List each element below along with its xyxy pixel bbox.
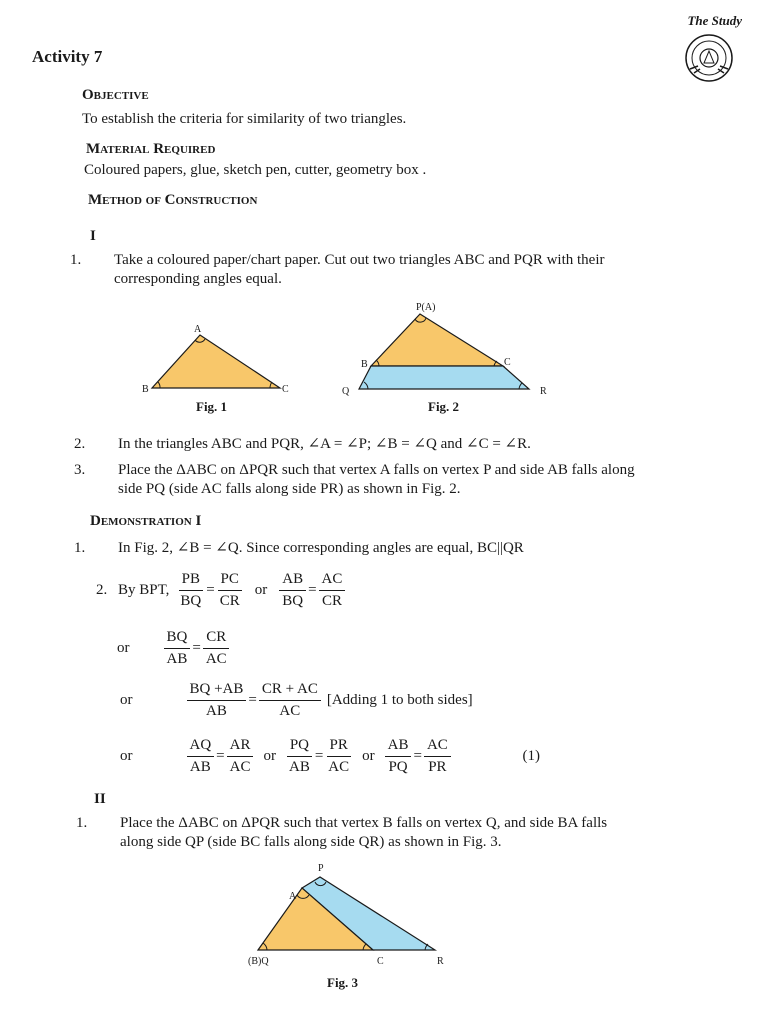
or-word: or	[254, 582, 268, 598]
or-word: or	[120, 748, 133, 764]
step-number: 1.	[74, 540, 86, 556]
figure-2-triangles	[336, 298, 566, 400]
method-step-3	[74, 461, 638, 499]
equals-sign: =	[413, 748, 422, 764]
step-text: Place the ΔABC on ΔPQR such that vertex A falls on vertex P and side AB falls along side PQ (side AC falls along side PR) as shown in Fig. 2.	[118, 462, 635, 497]
fig2-label-c: C	[504, 357, 511, 368]
fig3-label-bq: (B)Q	[248, 956, 269, 967]
part1-label: I	[90, 228, 96, 244]
step-number: 1.	[76, 815, 88, 831]
fig2-label-b: B	[361, 359, 368, 370]
step-text: In Fig. 2, ∠B = ∠Q. Since corresponding angles are equal, BC||QR	[118, 540, 524, 556]
step-number: 2.	[74, 436, 86, 452]
equals-sign: =	[314, 748, 324, 764]
objective-heading: Objective	[82, 87, 149, 103]
fraction: $\frac{CR}{AC}$	[203, 628, 230, 669]
method-step-2	[74, 435, 638, 454]
fig2-caption: Fig. 2	[428, 399, 460, 414]
objective-text: To establish the criteria for similarity of two triangles.	[82, 111, 407, 127]
equals-sign: =	[216, 748, 225, 764]
fraction: $\frac{AC}{PR}$	[424, 736, 451, 777]
or-word: or	[362, 748, 375, 764]
equation-bpt	[96, 570, 347, 611]
fig1-label-c: C	[282, 384, 289, 395]
fig2-label-pa: P(A)	[416, 302, 436, 313]
step-number: 1.	[70, 252, 82, 268]
equation-final	[120, 736, 540, 777]
fraction: $\frac{AB}{BQ}$	[279, 570, 306, 611]
brand-name: The Study	[687, 13, 742, 28]
or-word: or	[263, 748, 276, 764]
fig3-label-r: R	[437, 956, 444, 967]
fig2-label-r: R	[540, 386, 547, 397]
fig3-label-a: A	[289, 891, 297, 902]
method-heading: Method of Construction	[88, 192, 258, 208]
fig1-label-b: B	[142, 384, 149, 395]
material-heading: Material Required	[86, 141, 216, 157]
fraction: $\frac{AR}{AC}$	[227, 736, 254, 777]
material-text: Coloured papers, glue, sketch pen, cutter, geometry box .	[84, 162, 427, 178]
fraction: $\frac{CR + AC}{AC}$	[259, 680, 321, 721]
fraction: $\frac{AB}{PQ}$	[385, 736, 412, 777]
or-word: or	[120, 692, 133, 708]
equals-sign: =	[192, 640, 201, 656]
figure-1-triangle	[140, 318, 300, 398]
activity-title: Activity 7	[32, 47, 103, 66]
fraction: $\frac{BQ}{AB}$	[164, 628, 191, 669]
fig3-label-p: P	[318, 863, 324, 874]
adding-note: [Adding 1 to both sides]	[326, 692, 473, 708]
fig3-label-c: C	[377, 956, 384, 967]
equation-number: (1)	[522, 748, 540, 764]
equation-adding-one	[120, 680, 473, 721]
step-number: 3.	[74, 462, 86, 478]
step-text: In the triangles ABC and PQR, ∠A = ∠P; ∠B = ∠Q and ∠C = ∠R.	[118, 436, 531, 452]
equals-sign: =	[206, 582, 215, 598]
or-word: or	[117, 640, 130, 656]
part2-label: II	[94, 791, 106, 807]
fig1-caption: Fig. 1	[196, 399, 228, 414]
part2-step-1	[76, 814, 640, 852]
fraction: $\frac{PC}{CR}$	[217, 570, 243, 611]
equation-inverted	[117, 628, 232, 669]
figure-3-triangles	[240, 860, 455, 970]
method-step-1	[70, 251, 634, 289]
step-number: 2.	[96, 582, 108, 598]
fraction: $\frac{PR}{AC}$	[328, 737, 350, 775]
fraction: $\frac{PB}{BQ}$	[180, 571, 202, 609]
step-text: Take a coloured paper/chart paper. Cut out two triangles ABC and PQR with their corresponding angles equal.	[114, 252, 605, 287]
fraction: $\frac{AQ}{AB}$	[187, 736, 215, 777]
demo-step-1	[74, 539, 638, 558]
equals-sign: =	[308, 582, 317, 598]
demonstration-heading: Demonstration I	[90, 513, 202, 529]
equals-sign: =	[248, 692, 257, 708]
fraction: $\frac{AC}{CR}$	[319, 570, 346, 611]
fig1-label-a: A	[194, 324, 202, 335]
step-text: Place the ΔABC on ΔPQR such that vertex B falls on vertex Q, and side BA falls along side QP (side BC falls along side QR) as shown in Fig. 3.	[120, 815, 608, 850]
bpt-lead: By BPT,	[118, 582, 170, 598]
emblem-seal-icon	[684, 33, 734, 83]
fig2-label-q: Q	[342, 386, 350, 397]
fig3-caption: Fig. 3	[327, 975, 359, 990]
fraction: $\frac{PQ}{AB}$	[286, 736, 313, 777]
fraction: $\frac{BQ +AB}{AB}$	[187, 680, 247, 721]
